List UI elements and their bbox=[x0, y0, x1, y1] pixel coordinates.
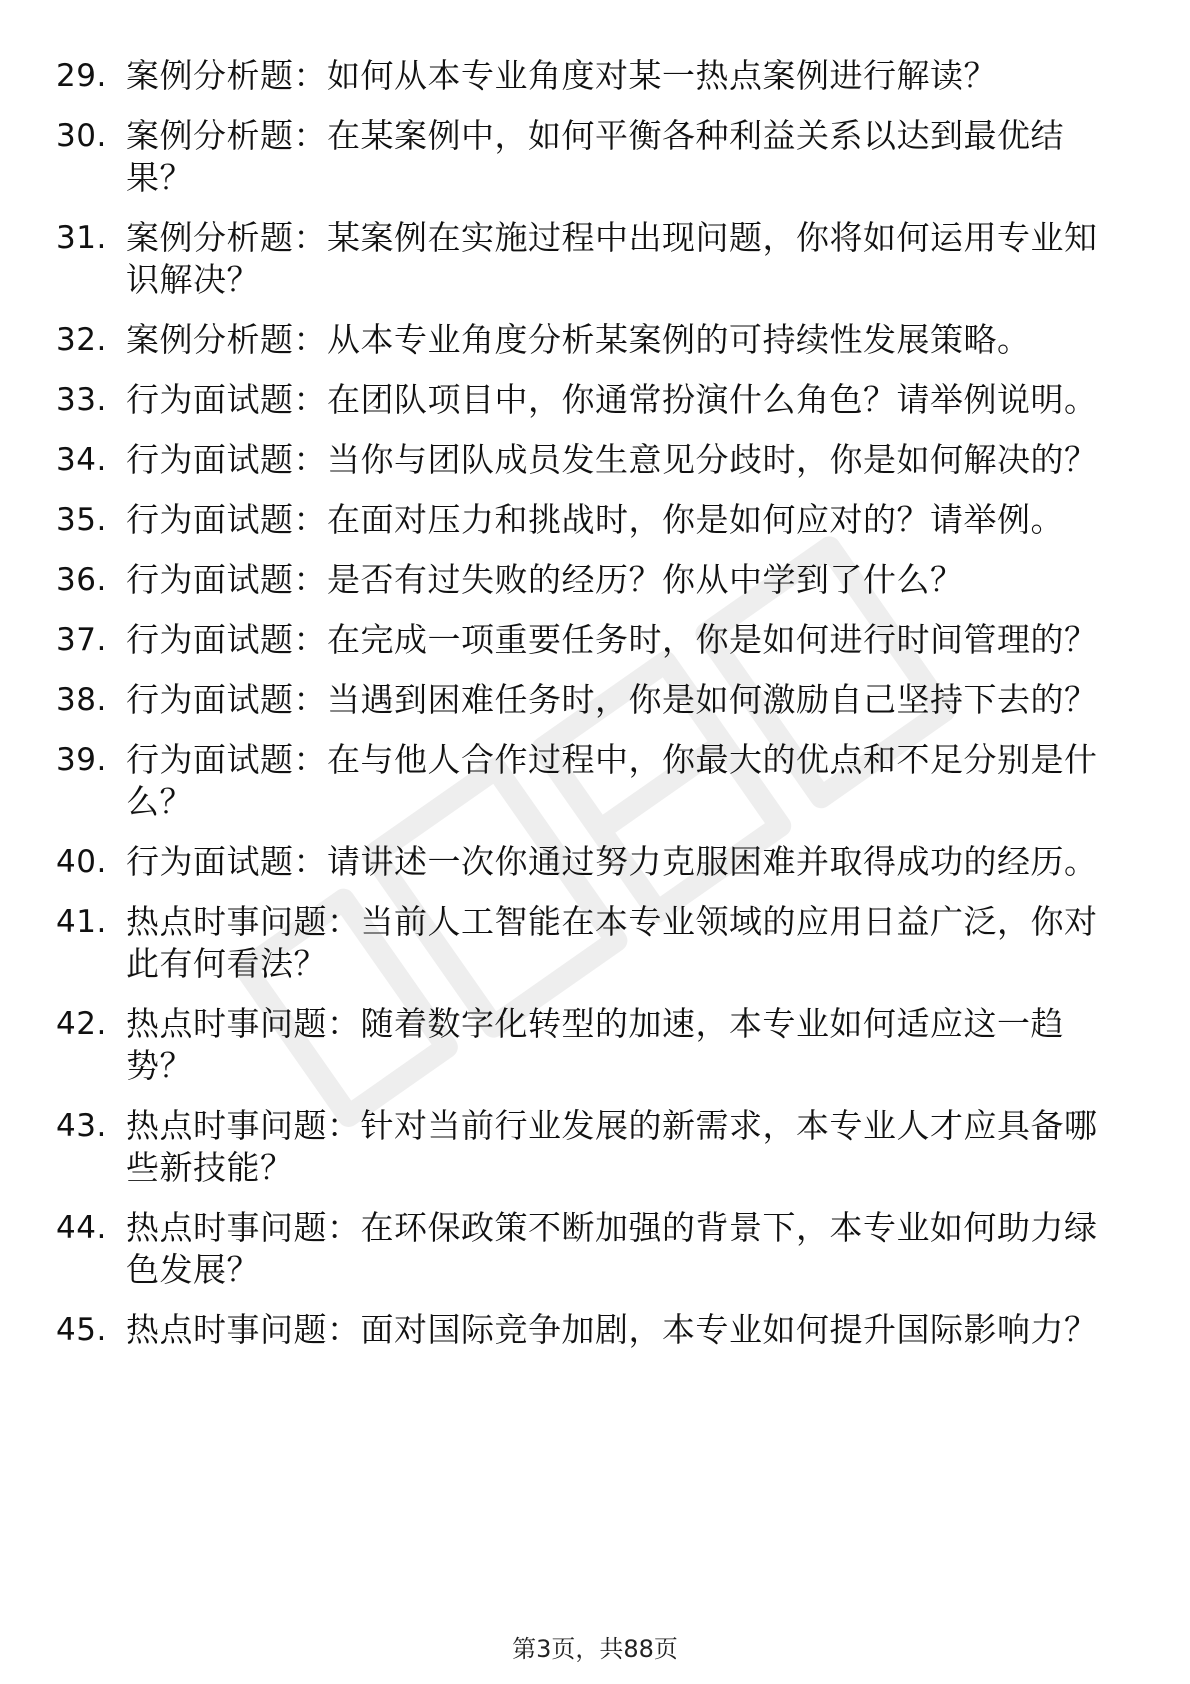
question-list bbox=[0, 55, 1190, 1369]
question-item-30 bbox=[0, 115, 1190, 199]
question-text: 行为面试题：当遇到困难任务时，你是如何激励自己坚持下去的？ bbox=[126, 680, 1098, 719]
question-number: 33. bbox=[56, 382, 107, 418]
question-text: 热点时事问题：面对国际竞争加剧，本专业如何提升国际影响力？ bbox=[126, 1310, 1098, 1349]
question-number: 42. bbox=[56, 1006, 107, 1042]
question-text: 热点时事问题：在环保政策不断加强的背景下，本专业如何助力绿色发展？ bbox=[126, 1208, 1098, 1289]
question-text: 案例分析题：某案例在实施过程中出现问题，你将如何运用专业知识解决？ bbox=[126, 218, 1098, 299]
question-text: 热点时事问题：当前人工智能在本专业领域的应用日益广泛，你对此有何看法？ bbox=[126, 902, 1098, 983]
question-number: 44. bbox=[56, 1210, 107, 1246]
question-text: 行为面试题：在团队项目中，你通常扮演什么角色？请举例说明。 bbox=[126, 380, 1098, 419]
question-number: 39. bbox=[56, 742, 107, 778]
question-item-39 bbox=[0, 739, 1190, 823]
question-item-34 bbox=[0, 439, 1190, 481]
question-number: 31. bbox=[56, 220, 107, 256]
question-item-29 bbox=[0, 55, 1190, 97]
question-text: 热点时事问题：随着数字化转型的加速，本专业如何适应这一趋势？ bbox=[126, 1004, 1064, 1085]
question-item-38 bbox=[0, 679, 1190, 721]
question-item-33 bbox=[0, 379, 1190, 421]
question-number: 37. bbox=[56, 622, 107, 658]
question-text: 行为面试题：在与他人合作过程中，你最大的优点和不足分别是什么？ bbox=[126, 740, 1098, 821]
question-number: 34. bbox=[56, 442, 107, 478]
question-item-42 bbox=[0, 1003, 1190, 1087]
question-text: 行为面试题：在完成一项重要任务时，你是如何进行时间管理的？ bbox=[126, 620, 1098, 659]
question-number: 36. bbox=[56, 562, 107, 598]
question-item-32 bbox=[0, 319, 1190, 361]
question-text: 行为面试题：请讲述一次你通过努力克服困难并取得成功的经历。 bbox=[126, 842, 1098, 881]
question-text: 热点时事问题：针对当前行业发展的新需求，本专业人才应具备哪些新技能？ bbox=[126, 1106, 1098, 1187]
question-text: 案例分析题：从本专业角度分析某案例的可持续性发展策略。 bbox=[126, 320, 1031, 359]
question-number: 35. bbox=[56, 502, 107, 538]
question-item-44 bbox=[0, 1207, 1190, 1291]
question-number: 43. bbox=[56, 1108, 107, 1144]
question-item-31 bbox=[0, 217, 1190, 301]
question-number: 32. bbox=[56, 322, 107, 358]
question-number: 30. bbox=[56, 118, 107, 154]
question-text: 行为面试题：在面对压力和挑战时，你是如何应对的？请举例。 bbox=[126, 500, 1064, 539]
question-item-41 bbox=[0, 901, 1190, 985]
question-item-36 bbox=[0, 559, 1190, 601]
question-item-37 bbox=[0, 619, 1190, 661]
question-number: 41. bbox=[56, 904, 107, 940]
question-item-45 bbox=[0, 1309, 1190, 1351]
question-text: 案例分析题：在某案例中，如何平衡各种利益关系以达到最优结果？ bbox=[126, 116, 1064, 197]
question-text: 案例分析题：如何从本专业角度对某一热点案例进行解读？ bbox=[126, 56, 997, 95]
question-item-40 bbox=[0, 841, 1190, 883]
question-text: 行为面试题：当你与团队成员发生意见分歧时，你是如何解决的？ bbox=[126, 440, 1098, 479]
question-number: 40. bbox=[56, 844, 107, 880]
question-number: 45. bbox=[56, 1312, 107, 1348]
question-number: 29. bbox=[56, 58, 107, 94]
question-item-43 bbox=[0, 1105, 1190, 1189]
question-text: 行为面试题：是否有过失败的经历？你从中学到了什么？ bbox=[126, 560, 964, 599]
question-number: 38. bbox=[56, 682, 107, 718]
page-footer: 第3页，共88页 bbox=[512, 1635, 678, 1663]
question-item-35 bbox=[0, 499, 1190, 541]
